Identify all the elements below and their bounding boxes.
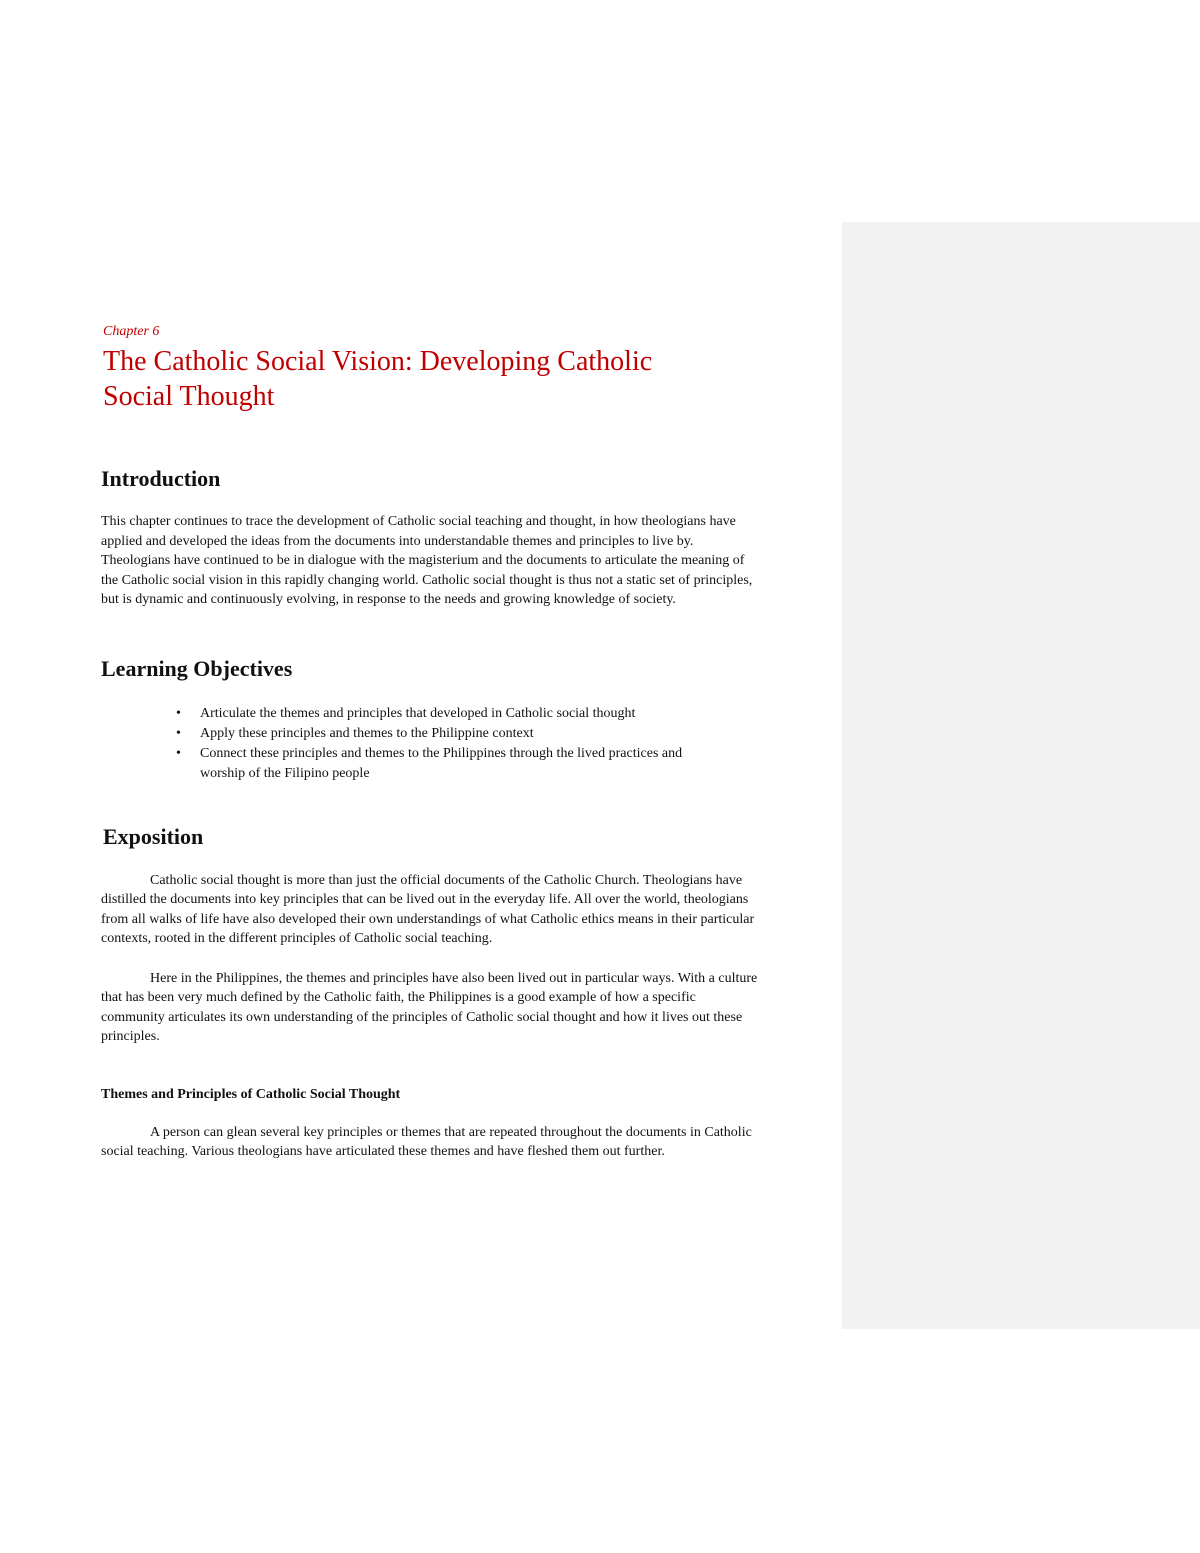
learning-objectives-list bbox=[101, 704, 720, 784]
chapter-title: The Catholic Social Vision: Developing Catholic Social Thought bbox=[103, 346, 653, 412]
bullet-icon: • bbox=[176, 705, 181, 721]
objective-text: Connect these principles and themes to the Philippines through the lived practices and worship of the Filipino people bbox=[200, 745, 683, 781]
introduction-paragraph: This chapter continues to trace the development of Catholic social teaching and thought, in how theologians have applied and developed the ideas from the documents into understandable themes and principles to live by. Theologians have continued to be in dialogue with the magisterium and the documents to articulate the meaning of the Catholic social vision in this rapidly changing world. Catholic social thought is thus not a static set of principles, but is dynamic and continuously evolving, in response to the needs and growing knowledge of society. bbox=[101, 514, 753, 607]
exposition-paragraph-2: Here in the Philippines, the themes and principles have also been lived out in particular ways. With a culture that has been very much defined by the Catholic faith, the Philippines is a good example of how a specific community articulates its own understanding of the principles of Catholic social thought and how it lives out these principles. bbox=[101, 970, 758, 1044]
page-content bbox=[101, 322, 761, 1162]
exposition-paragraph-1: Catholic social thought is more than just the official documents of the Catholic Church. Theologians have distilled the documents into key principles that can be lived out in the everyday life. All over the world, theologians from all walks of life have also developed their own understandings of what Catholic ethics means in their particular contexts, rooted in the different principles of Catholic social teaching. bbox=[101, 872, 755, 946]
comment-pane bbox=[842, 222, 1200, 1329]
learning-objectives-heading: Learning Objectives bbox=[101, 655, 293, 681]
themes-subheading: Themes and Principles of Catholic Social Thought bbox=[101, 1086, 401, 1102]
objective-text: Articulate the themes and principles that developed in Catholic social thought bbox=[200, 705, 636, 721]
objective-text: Apply these principles and themes to the Philippine context bbox=[200, 725, 534, 741]
bullet-icon: • bbox=[176, 725, 181, 741]
themes-paragraph: A person can glean several key principles or themes that are repeated throughout the documents in Catholic social teaching. Various theologians have articulated these themes and have fleshed them out further. bbox=[101, 1124, 752, 1159]
bullet-icon: • bbox=[176, 745, 181, 761]
list-item bbox=[176, 704, 720, 724]
list-item bbox=[176, 724, 720, 744]
introduction-heading: Introduction bbox=[101, 466, 221, 491]
exposition-heading: Exposition bbox=[103, 823, 204, 849]
chapter-label: Chapter 6 bbox=[103, 324, 160, 339]
list-item bbox=[176, 744, 720, 784]
